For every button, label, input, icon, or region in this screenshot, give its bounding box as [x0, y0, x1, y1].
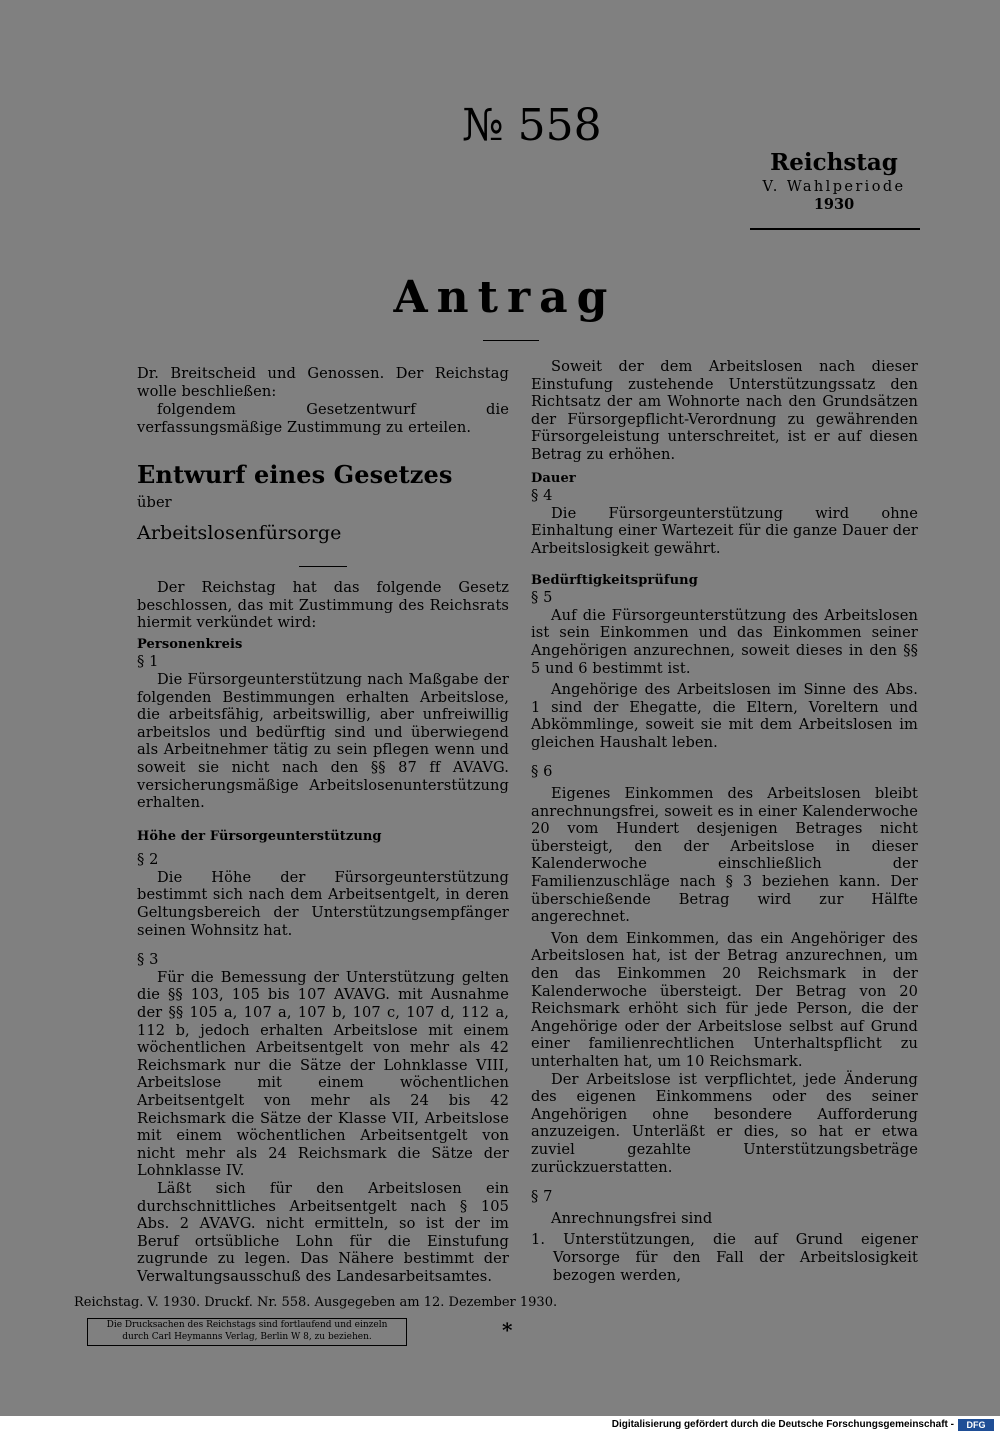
- asterisk-mark: *: [502, 1318, 513, 1342]
- section-6-text-3: Der Arbeitslose ist verpflichtet, jede Änderung des eigenen Einkommens oder des seiner Angehörigen ohne besondere Aufforderung anzuzeigen. Unterläßt er dies, so hat er etwa zuviel gezahlte Unterstützungsbeträge zurückzuerstatten.: [531, 1070, 918, 1176]
- motion-intro: Dr. Breitscheid und Genossen. Der Reichstag wolle beschließen:: [137, 365, 509, 400]
- document-title: Antrag: [393, 272, 617, 323]
- heading-dauer: Dauer: [531, 470, 576, 486]
- distribution-note: Die Drucksachen des Reichstags sind fortlaufend und einzeln durch Carl Heymanns Verlag, Berlin W 8, zu beziehen.: [106, 1320, 388, 1342]
- distribution-note-box: [87, 1318, 407, 1346]
- heading-hoehe: Höhe der Fürsorgeunterstützung: [137, 828, 382, 844]
- dfg-credit-bar: [0, 1416, 1000, 1434]
- section-7-item-1: 1. Unterstützungen, die auf Grund eigener Vorsorge für den Fall der Arbeitslosigkeit bezogen werden,: [531, 1231, 918, 1284]
- section-5-text-1: Auf die Fürsorgeunterstützung des Arbeitslosen ist sein Einkommen und das Einkommen seiner Angehörigen anzurechnen, soweit dieses in den §§ 5 und 6 bestimmt ist.: [531, 606, 918, 677]
- section-2-text: Die Höhe der Fürsorgeunterstützung bestimmt sich nach dem Arbeitsentgelt, in deren Geltungsbereich der Unterstützungsempfänger seinen Wohnsitz hat.: [137, 868, 509, 939]
- period-year: 1930: [813, 196, 855, 213]
- right-column: [531, 358, 918, 1284]
- preamble: Der Reichstag hat das folgende Gesetz beschlossen, das mit Zustimmung des Reichsrats hiermit verkündet wird:: [137, 578, 509, 632]
- section-5-label: § 5: [531, 589, 553, 607]
- section-1-text: Die Fürsorgeunterstützung nach Maßgabe der folgenden Bestimmungen erhalten Arbeitslose, die arbeitsfähig, arbeitswillig, aber unfreiwillig arbeitslos und bedürftig sind und überwiegend als Arbeitnehmer tätig zu sein pflegen wenn und soweit sie nicht nach den §§ 87 ff AVAVG. versicherungsmäßige Arbeitslosenunterstützung erhalten.: [137, 670, 509, 812]
- body-name: Reichstag: [770, 149, 898, 176]
- draft-title: Entwurf eines Gesetzes: [137, 460, 453, 490]
- draft-ueber: über: [137, 494, 172, 512]
- document-number: № 558: [462, 100, 602, 151]
- section-4-text: Die Fürsorgeunterstützung wird ohne Einhaltung einer Wartezeit für die ganze Dauer der Arbeitslosigkeit gewährt.: [531, 504, 918, 557]
- left-column: [137, 365, 509, 1286]
- section-3-text-1: Für die Bemessung der Unterstützung gelten die §§ 103, 105 bis 107 AVAVG. mit Ausnahme der §§ 105 a, 107 a, 107 b, 107 c, 107 d, 112 a, 112 b, jedoch erhalten Arbeitslose mit einem wöchentlichen Arbeitsentgelt von mehr als 42 Reichsmark nur die Sätze der Lohnklasse VIII, Arbeitslose mit einem wöchentlichen Arbeitsentgelt von mehr als 24 bis 42 Reichsmark die Sätze der Klasse VII, Arbeitslose mit einem wöchentlichen Arbeitsentgelt von nicht mehr als 24 Reichsmark die Sätze der Lohnklasse IV.: [137, 968, 509, 1180]
- dfg-logo-icon: [958, 1419, 994, 1431]
- heading-beduerftigkeit: Bedürftigkeitsprüfung: [531, 572, 698, 588]
- draft-subject: Arbeitslosenfürsorge: [137, 521, 342, 544]
- section-3-text-2: Läßt sich für den Arbeitslosen ein durchschnittliches Arbeitsentgelt nach § 105 Abs. 2 AVAVG. nicht ermitteln, so ist der im Beruf ortsübliche Lohn für die Einstufung zugrunde zu legen. Das Nähere bestimmt der Verwaltungsausschuß des Landesarbeitsamtes.: [137, 1179, 509, 1285]
- dfg-logo-text: DFG: [966, 1420, 986, 1430]
- draft-rule: [299, 566, 347, 567]
- title-rule: [483, 340, 539, 341]
- reichstag-block: [748, 148, 920, 214]
- section-7-label: § 7: [531, 1188, 553, 1206]
- print-imprint: Reichstag. V. 1930. Druckf. Nr. 558. Ausgegeben am 12. Dezember 1930.: [74, 1295, 558, 1310]
- section-6-label: § 6: [531, 763, 553, 781]
- section-4-label: § 4: [531, 487, 553, 505]
- section-1-label: § 1: [137, 653, 159, 671]
- dfg-credit-text: Digitalisierung gefördert durch die Deutsche Forschungsgemeinschaft -: [611, 1419, 954, 1430]
- section-3-label: § 3: [137, 951, 159, 969]
- election-period: V. Wahlperiode: [762, 179, 906, 195]
- header-rule: [750, 228, 920, 230]
- continuation-text: Soweit der dem Arbeitslosen nach dieser Einstufung zustehende Unterstützungssatz den Richtsatz der am Wohnorte nach den Grundsätzen der Fürsorgepflicht-Verordnung zu gewährenden Fürsorgeleistung unterschreitet, ist er auf diesen Betrag zu erhöhen.: [531, 358, 918, 463]
- heading-personenkreis: Personenkreis: [137, 636, 243, 652]
- section-7-intro: Anrechnungsfrei sind: [551, 1209, 713, 1227]
- motion-request: folgendem Gesetzentwurf die verfassungsmäßige Zustimmung zu erteilen.: [137, 401, 509, 436]
- section-6-text-2: Von dem Einkommen, das ein Angehöriger des Arbeitslosen hat, ist der Betrag anzurechnen, um den das Einkommen 20 Reichsmark in der Kalenderwoche übersteigt. Der Betrag von 20 Reichsmark erhöht sich für jede Person, die der Angehörige oder der Arbeitslose selbst auf Grund einer familienrechtlichen Unterhaltspflicht zu unterhalten hat, um 10 Reichsmark.: [531, 929, 918, 1070]
- section-6-text-1: Eigenes Einkommen des Arbeitslosen bleibt anrechnungsfrei, soweit es in einer Kalenderwoche 20 vom Hundert desjenigen Betrages nicht übersteigt, den der Arbeitslose in dieser Kalenderwoche einschließlich der Familienzuschläge nach § 3 beziehen kann. Der überschießende Betrag wird zur Hälfte angerechnet.: [531, 785, 918, 926]
- section-5-text-2: Angehörige des Arbeitslosen im Sinne des Abs. 1 sind der Ehegatte, die Eltern, Voreltern und Abkömmlinge, soweit sie mit dem Arbeitslosen im gleichen Haushalt leben.: [531, 681, 918, 751]
- section-2-label: § 2: [137, 851, 159, 869]
